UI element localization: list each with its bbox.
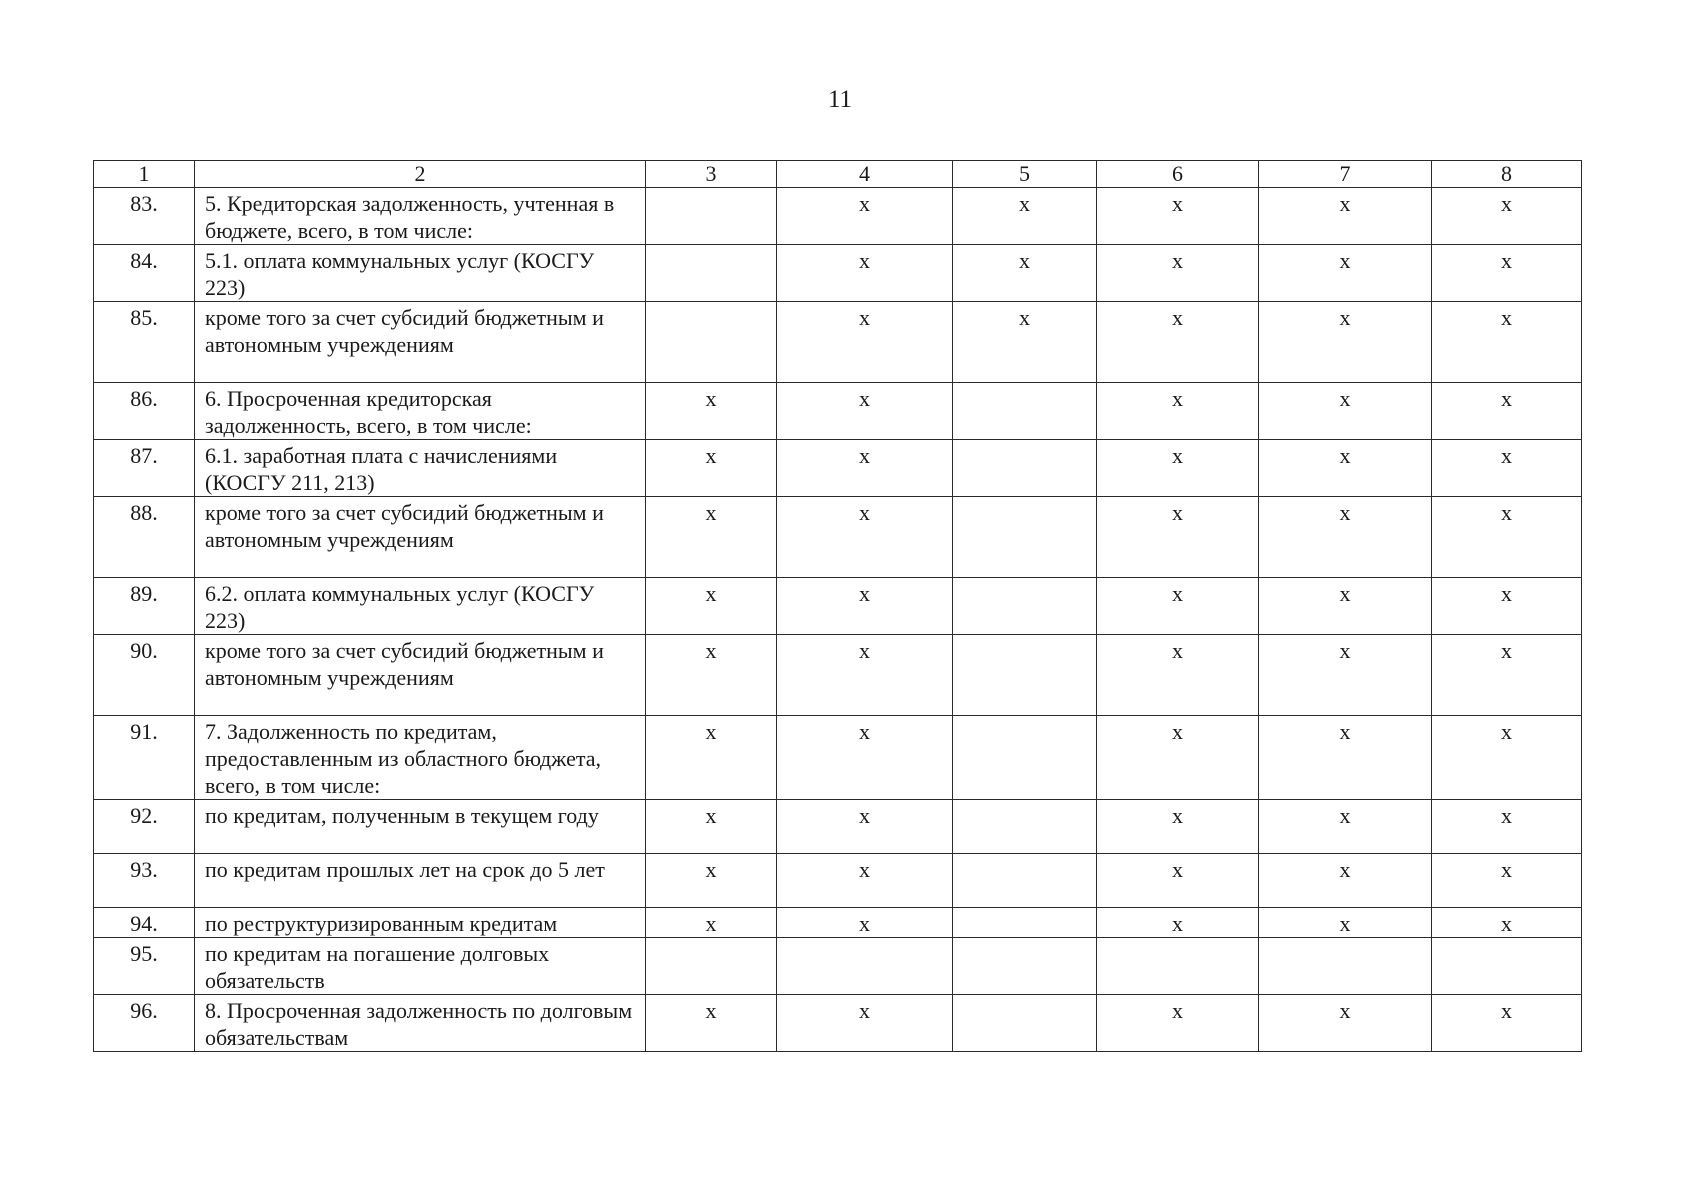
header-col-1: 1 [94, 161, 195, 188]
cell-col-4: x [777, 383, 953, 440]
row-description: кроме того за счет субсидий бюджетным и автономным учреждениям [195, 302, 646, 383]
row-number: 90. [94, 635, 195, 716]
cell-col-6: x [1097, 635, 1259, 716]
cell-col-5 [953, 383, 1097, 440]
cell-col-8: x [1432, 854, 1582, 908]
table-row [94, 908, 1582, 938]
row-description: по кредитам, полученным в текущем году [195, 800, 646, 854]
table-row [94, 635, 1582, 716]
cell-col-5 [953, 908, 1097, 938]
cell-col-4: x [777, 854, 953, 908]
cell-col-6: x [1097, 578, 1259, 635]
cell-col-7: x [1259, 302, 1432, 383]
cell-col-5 [953, 800, 1097, 854]
row-description: кроме того за счет субсидий бюджетным и автономным учреждениям [195, 497, 646, 578]
cell-col-4: x [777, 800, 953, 854]
cell-col-4 [777, 938, 953, 995]
table-row [94, 440, 1582, 497]
table-row [94, 497, 1582, 578]
cell-col-4: x [777, 578, 953, 635]
cell-col-7: x [1259, 635, 1432, 716]
cell-col-7: x [1259, 854, 1432, 908]
row-number: 87. [94, 440, 195, 497]
cell-col-5 [953, 938, 1097, 995]
row-description: 8. Просроченная задолженность по долговым обязательствам [195, 995, 646, 1052]
header-col-8: 8 [1432, 161, 1582, 188]
header-col-3: 3 [646, 161, 777, 188]
cell-col-7: x [1259, 440, 1432, 497]
report-table [93, 160, 1582, 1052]
cell-col-8: x [1432, 908, 1582, 938]
cell-col-8: x [1432, 383, 1582, 440]
cell-col-3 [646, 302, 777, 383]
row-description: 7. Задолженность по кредитам, предоставленным из областного бюджета, всего, в том числе: [195, 716, 646, 800]
cell-col-5 [953, 995, 1097, 1052]
cell-col-7: x [1259, 578, 1432, 635]
table-row [94, 716, 1582, 800]
row-number: 95. [94, 938, 195, 995]
table-row [94, 854, 1582, 908]
cell-col-8: x [1432, 302, 1582, 383]
cell-col-5 [953, 716, 1097, 800]
row-description: по кредитам прошлых лет на срок до 5 лет [195, 854, 646, 908]
row-number: 85. [94, 302, 195, 383]
table-row [94, 938, 1582, 995]
row-description: 5.1. оплата коммунальных услуг (КОСГУ 223) [195, 245, 646, 302]
cell-col-6: x [1097, 245, 1259, 302]
cell-col-3: x [646, 635, 777, 716]
cell-col-5: x [953, 245, 1097, 302]
cell-col-3: x [646, 383, 777, 440]
header-col-6: 6 [1097, 161, 1259, 188]
cell-col-3 [646, 938, 777, 995]
row-number: 92. [94, 800, 195, 854]
cell-col-8: x [1432, 800, 1582, 854]
row-number: 84. [94, 245, 195, 302]
cell-col-5 [953, 578, 1097, 635]
row-description: 6.2. оплата коммунальных услуг (КОСГУ 223) [195, 578, 646, 635]
cell-col-6: x [1097, 716, 1259, 800]
cell-col-7: x [1259, 245, 1432, 302]
cell-col-8: x [1432, 440, 1582, 497]
row-number: 93. [94, 854, 195, 908]
cell-col-4: x [777, 635, 953, 716]
row-number: 83. [94, 188, 195, 245]
cell-col-6: x [1097, 995, 1259, 1052]
cell-col-8: x [1432, 497, 1582, 578]
cell-col-5 [953, 854, 1097, 908]
cell-col-4: x [777, 245, 953, 302]
cell-col-7 [1259, 938, 1432, 995]
row-description: по реструктуризированным кредитам [195, 908, 646, 938]
table-row [94, 188, 1582, 245]
cell-col-5 [953, 497, 1097, 578]
row-number: 88. [94, 497, 195, 578]
header-col-7: 7 [1259, 161, 1432, 188]
cell-col-4: x [777, 302, 953, 383]
row-number: 96. [94, 995, 195, 1052]
cell-col-8: x [1432, 245, 1582, 302]
cell-col-7: x [1259, 800, 1432, 854]
cell-col-6: x [1097, 302, 1259, 383]
cell-col-3 [646, 188, 777, 245]
cell-col-6: x [1097, 497, 1259, 578]
cell-col-4: x [777, 908, 953, 938]
row-description: 5. Кредиторская задолженность, учтенная в бюджете, всего, в том числе: [195, 188, 646, 245]
row-description: по кредитам на погашение долговых обязательств [195, 938, 646, 995]
cell-col-3: x [646, 440, 777, 497]
cell-col-5: x [953, 302, 1097, 383]
cell-col-8: x [1432, 578, 1582, 635]
cell-col-3: x [646, 497, 777, 578]
cell-col-6: x [1097, 440, 1259, 497]
header-col-5: 5 [953, 161, 1097, 188]
cell-col-3 [646, 245, 777, 302]
cell-col-6 [1097, 938, 1259, 995]
cell-col-3: x [646, 800, 777, 854]
cell-col-7: x [1259, 497, 1432, 578]
cell-col-6: x [1097, 908, 1259, 938]
cell-col-3: x [646, 908, 777, 938]
cell-col-4: x [777, 440, 953, 497]
cell-col-8: x [1432, 188, 1582, 245]
cell-col-8: x [1432, 716, 1582, 800]
cell-col-7: x [1259, 383, 1432, 440]
page-number: 11 [827, 86, 853, 113]
cell-col-7: x [1259, 188, 1432, 245]
table-row [94, 995, 1582, 1052]
cell-col-6: x [1097, 188, 1259, 245]
row-description: 6.1. заработная плата с начислениями (КОСГУ 211, 213) [195, 440, 646, 497]
header-col-2: 2 [195, 161, 646, 188]
cell-col-7: x [1259, 716, 1432, 800]
cell-col-7: x [1259, 995, 1432, 1052]
cell-col-5: x [953, 188, 1097, 245]
row-number: 86. [94, 383, 195, 440]
cell-col-4: x [777, 497, 953, 578]
cell-col-3: x [646, 995, 777, 1052]
cell-col-4: x [777, 995, 953, 1052]
cell-col-5 [953, 440, 1097, 497]
cell-col-4: x [777, 716, 953, 800]
table-row [94, 578, 1582, 635]
table-row [94, 800, 1582, 854]
cell-col-6: x [1097, 383, 1259, 440]
cell-col-8 [1432, 938, 1582, 995]
cell-col-6: x [1097, 854, 1259, 908]
cell-col-3: x [646, 854, 777, 908]
header-row [94, 161, 1582, 188]
table-row [94, 383, 1582, 440]
row-description: 6. Просроченная кредиторская задолженность, всего, в том числе: [195, 383, 646, 440]
header-col-4: 4 [777, 161, 953, 188]
row-number: 91. [94, 716, 195, 800]
cell-col-3: x [646, 578, 777, 635]
row-number: 94. [94, 908, 195, 938]
table-row [94, 302, 1582, 383]
cell-col-3: x [646, 716, 777, 800]
cell-col-7: x [1259, 908, 1432, 938]
cell-col-4: x [777, 188, 953, 245]
row-number: 89. [94, 578, 195, 635]
cell-col-6: x [1097, 800, 1259, 854]
cell-col-5 [953, 635, 1097, 716]
cell-col-8: x [1432, 635, 1582, 716]
row-description: кроме того за счет субсидий бюджетным и автономным учреждениям [195, 635, 646, 716]
table-row [94, 245, 1582, 302]
cell-col-8: x [1432, 995, 1582, 1052]
